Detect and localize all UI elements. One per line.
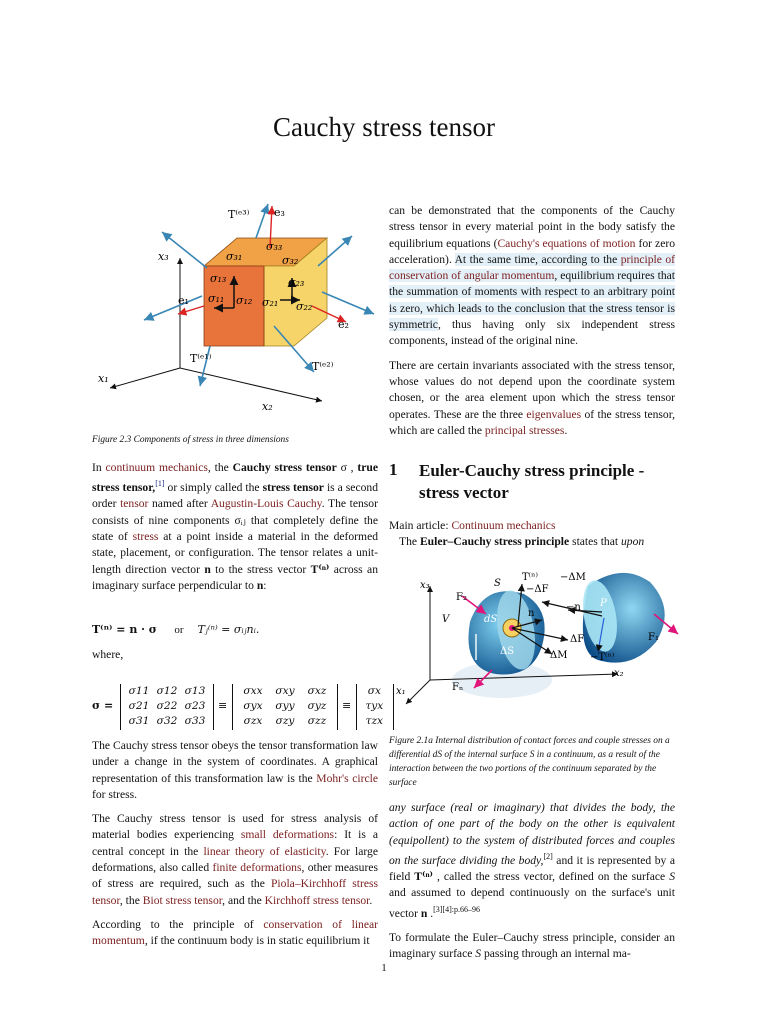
axis-x2 [180, 368, 322, 401]
matrix-cell: σ11 [128, 685, 150, 697]
figure-euler-cauchy [392, 562, 682, 734]
label-P: P [600, 598, 607, 609]
matrix-cell: σ32 [156, 715, 178, 727]
label-Te2: T⁽ᵉ²⁾ [312, 360, 334, 373]
link-biot[interactable]: Biot stress tensor [142, 893, 223, 907]
matrix-cell: σ22 [156, 700, 178, 712]
where-label: where, [92, 648, 124, 661]
matrix-cell: σ31 [128, 715, 150, 727]
paragraph: In continuum mechanics, the Cauchy stress tensor σ , true stress tensor,[1] or simply called the stress tensor is a second order tensor named after Augustin-Louis Cauchy. The tensor consists of nine components σᵢⱼ that completely define the state of stress at a point inside a material in the deformed state, placement, or configuration. The tensor relates a unit-length direction vector n to the stress vector T⁽ⁿ⁾ across an imaginary surface perpendicular to n: [92, 461, 379, 592]
paragraph: The Cauchy stress tensor obeys the tensor transformation law under a change in the system of coordinates. A graphical representation of this transformation law is the Mohr's circle for stress. [92, 739, 378, 801]
matrix-engineering [356, 684, 394, 730]
label-e2: e₂ [338, 318, 349, 331]
label-Fn: Fₙ [452, 682, 464, 693]
link-cauchy[interactable]: Augustin-Louis Cauchy [210, 497, 322, 511]
link-conservation-linear-momentum[interactable]: conservation of linear momentum [92, 917, 378, 948]
citation-link[interactable]: [1] [155, 479, 165, 489]
label-Te3: T⁽ᵉ³⁾ [228, 208, 250, 221]
label-x2: x₂ [262, 400, 273, 413]
figure-stress-cube [92, 196, 382, 428]
matrix-cell: σzz [307, 715, 327, 727]
label-s31: σ₃₁ [226, 250, 243, 263]
label-negTn: −T⁽ⁿ⁾ [590, 652, 615, 663]
right-column [389, 203, 675, 447]
left-column [92, 460, 378, 602]
link-stress[interactable]: stress [132, 530, 159, 544]
label-e3: e₃ [274, 206, 285, 219]
section-heading [389, 460, 679, 504]
arrow [144, 296, 202, 320]
matrix-numeric [120, 684, 214, 730]
paragraph: any surface (real or imaginary) that divides the body, the action of one part of the body on the other is equivalent (equipollent) to the system of distributed forces and couples on the surface dividing the body,[2] and it is represented by a field T⁽ⁿ⁾ , called the stress vector, defined on the surface S and assumed to depend continuously on the surface's unit vector n .$^{[3][4]:p.66-96}$ [389, 801, 675, 920]
label-s23: σ₂₃ [288, 276, 305, 289]
matrix-cell: σxx [243, 685, 263, 697]
citation-link[interactable]: [2] [543, 851, 553, 861]
label-x3: x₃ [158, 250, 169, 263]
arrow [322, 292, 374, 314]
label-s21: σ₂₁ [262, 296, 279, 309]
link-linear-elasticity[interactable]: linear theory of elasticity [203, 844, 326, 858]
e1-vector [178, 306, 204, 314]
page-title: Cauchy stress tensor [273, 112, 495, 142]
label-s22: σ₂₂ [296, 300, 313, 313]
label-x1: x₁ [396, 686, 406, 697]
matrix-cell: σxy [275, 685, 295, 697]
right-column-lower [389, 800, 675, 970]
label-s33: σ₃₃ [266, 240, 283, 253]
matrix-cell: σx [367, 685, 381, 697]
label-deltaS: ΔS [500, 646, 515, 657]
arrow [256, 204, 268, 238]
section-title: Euler-Cauchy stress principle - stress vector [419, 461, 645, 502]
link-finite-deformations[interactable]: finite deformations [212, 861, 302, 875]
label-negn: −n [566, 602, 581, 613]
page-number: 1 [381, 962, 387, 974]
matrix-cell: σ13 [184, 685, 206, 697]
link-continuum-mechanics[interactable]: continuum mechanics [105, 461, 208, 474]
link-small-deformations[interactable]: small deformations [240, 828, 335, 842]
label-x2: x₂ [614, 668, 624, 679]
link-tensor[interactable]: tensor [120, 497, 149, 511]
matrix-lhs: σ = [92, 699, 114, 712]
label-V: V [442, 614, 450, 625]
label-S: S [494, 578, 501, 589]
paragraph: There are certain invariants associated with the stress tensor, whose values do not depend upon the coordinate system chosen, or the area element upon which the stress tensor operates. These are the three eigenvalues of the stress tensor, which are called the principal stresses. [389, 358, 675, 437]
matrix-cell: σzy [275, 715, 295, 727]
label-x1: x₁ [98, 372, 109, 385]
label-negdM: −ΔM [560, 572, 586, 583]
matrix-cell: τyx [365, 700, 384, 712]
figure-caption: Figure 2.3 Components of stress in three dimensions [92, 435, 289, 445]
label-dM: ΔM [550, 650, 568, 661]
link-piola-kirchhoff[interactable]: Piola–Kirchhoff stress tensor [92, 877, 378, 907]
stress-matrix [92, 684, 392, 730]
left-column-lower [92, 738, 378, 958]
link-main-article[interactable]: Continuum mechanics [451, 519, 556, 532]
matrix-cell: σyy [275, 700, 295, 712]
section-number: 1 [389, 460, 398, 479]
link-angular-momentum[interactable]: principle of conservation of angular momentum [389, 252, 676, 283]
matrix-cell: σxz [307, 685, 327, 697]
label-dF: ΔF [570, 634, 585, 645]
label-F1: F₁ [648, 632, 659, 643]
label-x3: x₃ [420, 580, 430, 591]
main-article-block: Main article: Continuum mechanics The Euler–Cauchy stress principle states that upon [389, 519, 645, 549]
label-n: n [528, 608, 535, 619]
matrix-cell: τzx [365, 715, 384, 727]
equation-stress-vector: T⁽ⁿ⁾ = n · σ or Tⱼ⁽ⁿ⁾ = σᵢⱼnᵢ. [92, 623, 260, 636]
paragraph: According to the principle of conservation of linear momentum, if the continuum body is in static equilibrium it [92, 917, 378, 948]
link-principal-stresses[interactable]: principal stresses [484, 423, 565, 437]
label-Te1: T⁽ᵉ¹⁾ [190, 352, 212, 365]
paragraph: can be demonstrated that the components of the Cauchy stress tensor in every material point in the body satisfy the equilibrium equations (Cauchy's equations of motion for zero acceleration). At the same time, according to the principle of conservation of angular momentum, equilibrium requires that the summation of moments with respect to an arbitrary point is zero, which leads to the conclusion that the stress tensor is symmetric, thus having only six independent stress components, instead of the original nine. [389, 204, 676, 348]
link-eigenvalues[interactable]: eigenvalues [526, 407, 582, 421]
paragraph: The Cauchy stress tensor is used for stress analysis of material bodies experiencing small deformations: It is a central concept in the linear theory of elasticity. For large deformations, also called finite deformations, other measures of stress are required, such as the Piola–Kirchhoff stress tensor, the Biot stress tensor, and the Kirchhoff stress tensor. [92, 812, 378, 907]
label-s32: σ₃₂ [282, 254, 299, 267]
matrix-cell: σyz [307, 700, 327, 712]
label-negdF: −ΔF [526, 584, 549, 595]
matrix-cell: σzx [243, 715, 263, 727]
citation-link[interactable]: [3][4]:p.66–96 [433, 904, 481, 914]
label-s12: σ₁₂ [236, 294, 253, 307]
link-kirchhoff[interactable]: Kirchhoff stress tensor [264, 893, 370, 907]
matrix-cell: σ12 [156, 685, 178, 697]
equiv-symbol: ≡ [218, 699, 228, 712]
matrix-cell: σ23 [184, 700, 206, 712]
label-F2: F₂ [456, 592, 467, 603]
equiv-symbol: ≡ [342, 699, 352, 712]
label-rhob: ρb [458, 650, 471, 661]
axis-x1 [110, 368, 180, 388]
link-cauchy-equations[interactable]: Cauchy's equations of motion [497, 236, 636, 250]
paragraph: To formulate the Euler–Cauchy stress principle, consider an imaginary surface S passing through an internal ma- [389, 930, 675, 961]
label-s11: σ₁₁ [208, 292, 225, 305]
matrix-xyz [232, 684, 338, 730]
link-mohrs-circle[interactable]: Mohr's circle [316, 771, 378, 785]
arrow [162, 232, 207, 268]
label-dS: dS [484, 614, 498, 625]
matrix-cell: σ33 [184, 715, 206, 727]
matrix-cell: σyx [243, 700, 263, 712]
figure-caption: Figure 2.1a Internal distribution of contact forces and couple stresses on a differential dS of the internal surface S in a continuum, as a result of the interaction between the two portions of the continuum separated by the surface [389, 736, 670, 788]
label-Tn: T⁽ⁿ⁾ [522, 572, 538, 583]
label-e1: e₁ [178, 294, 189, 307]
label-s13: σ₁₃ [210, 272, 227, 285]
matrix-cell: σ21 [128, 700, 150, 712]
